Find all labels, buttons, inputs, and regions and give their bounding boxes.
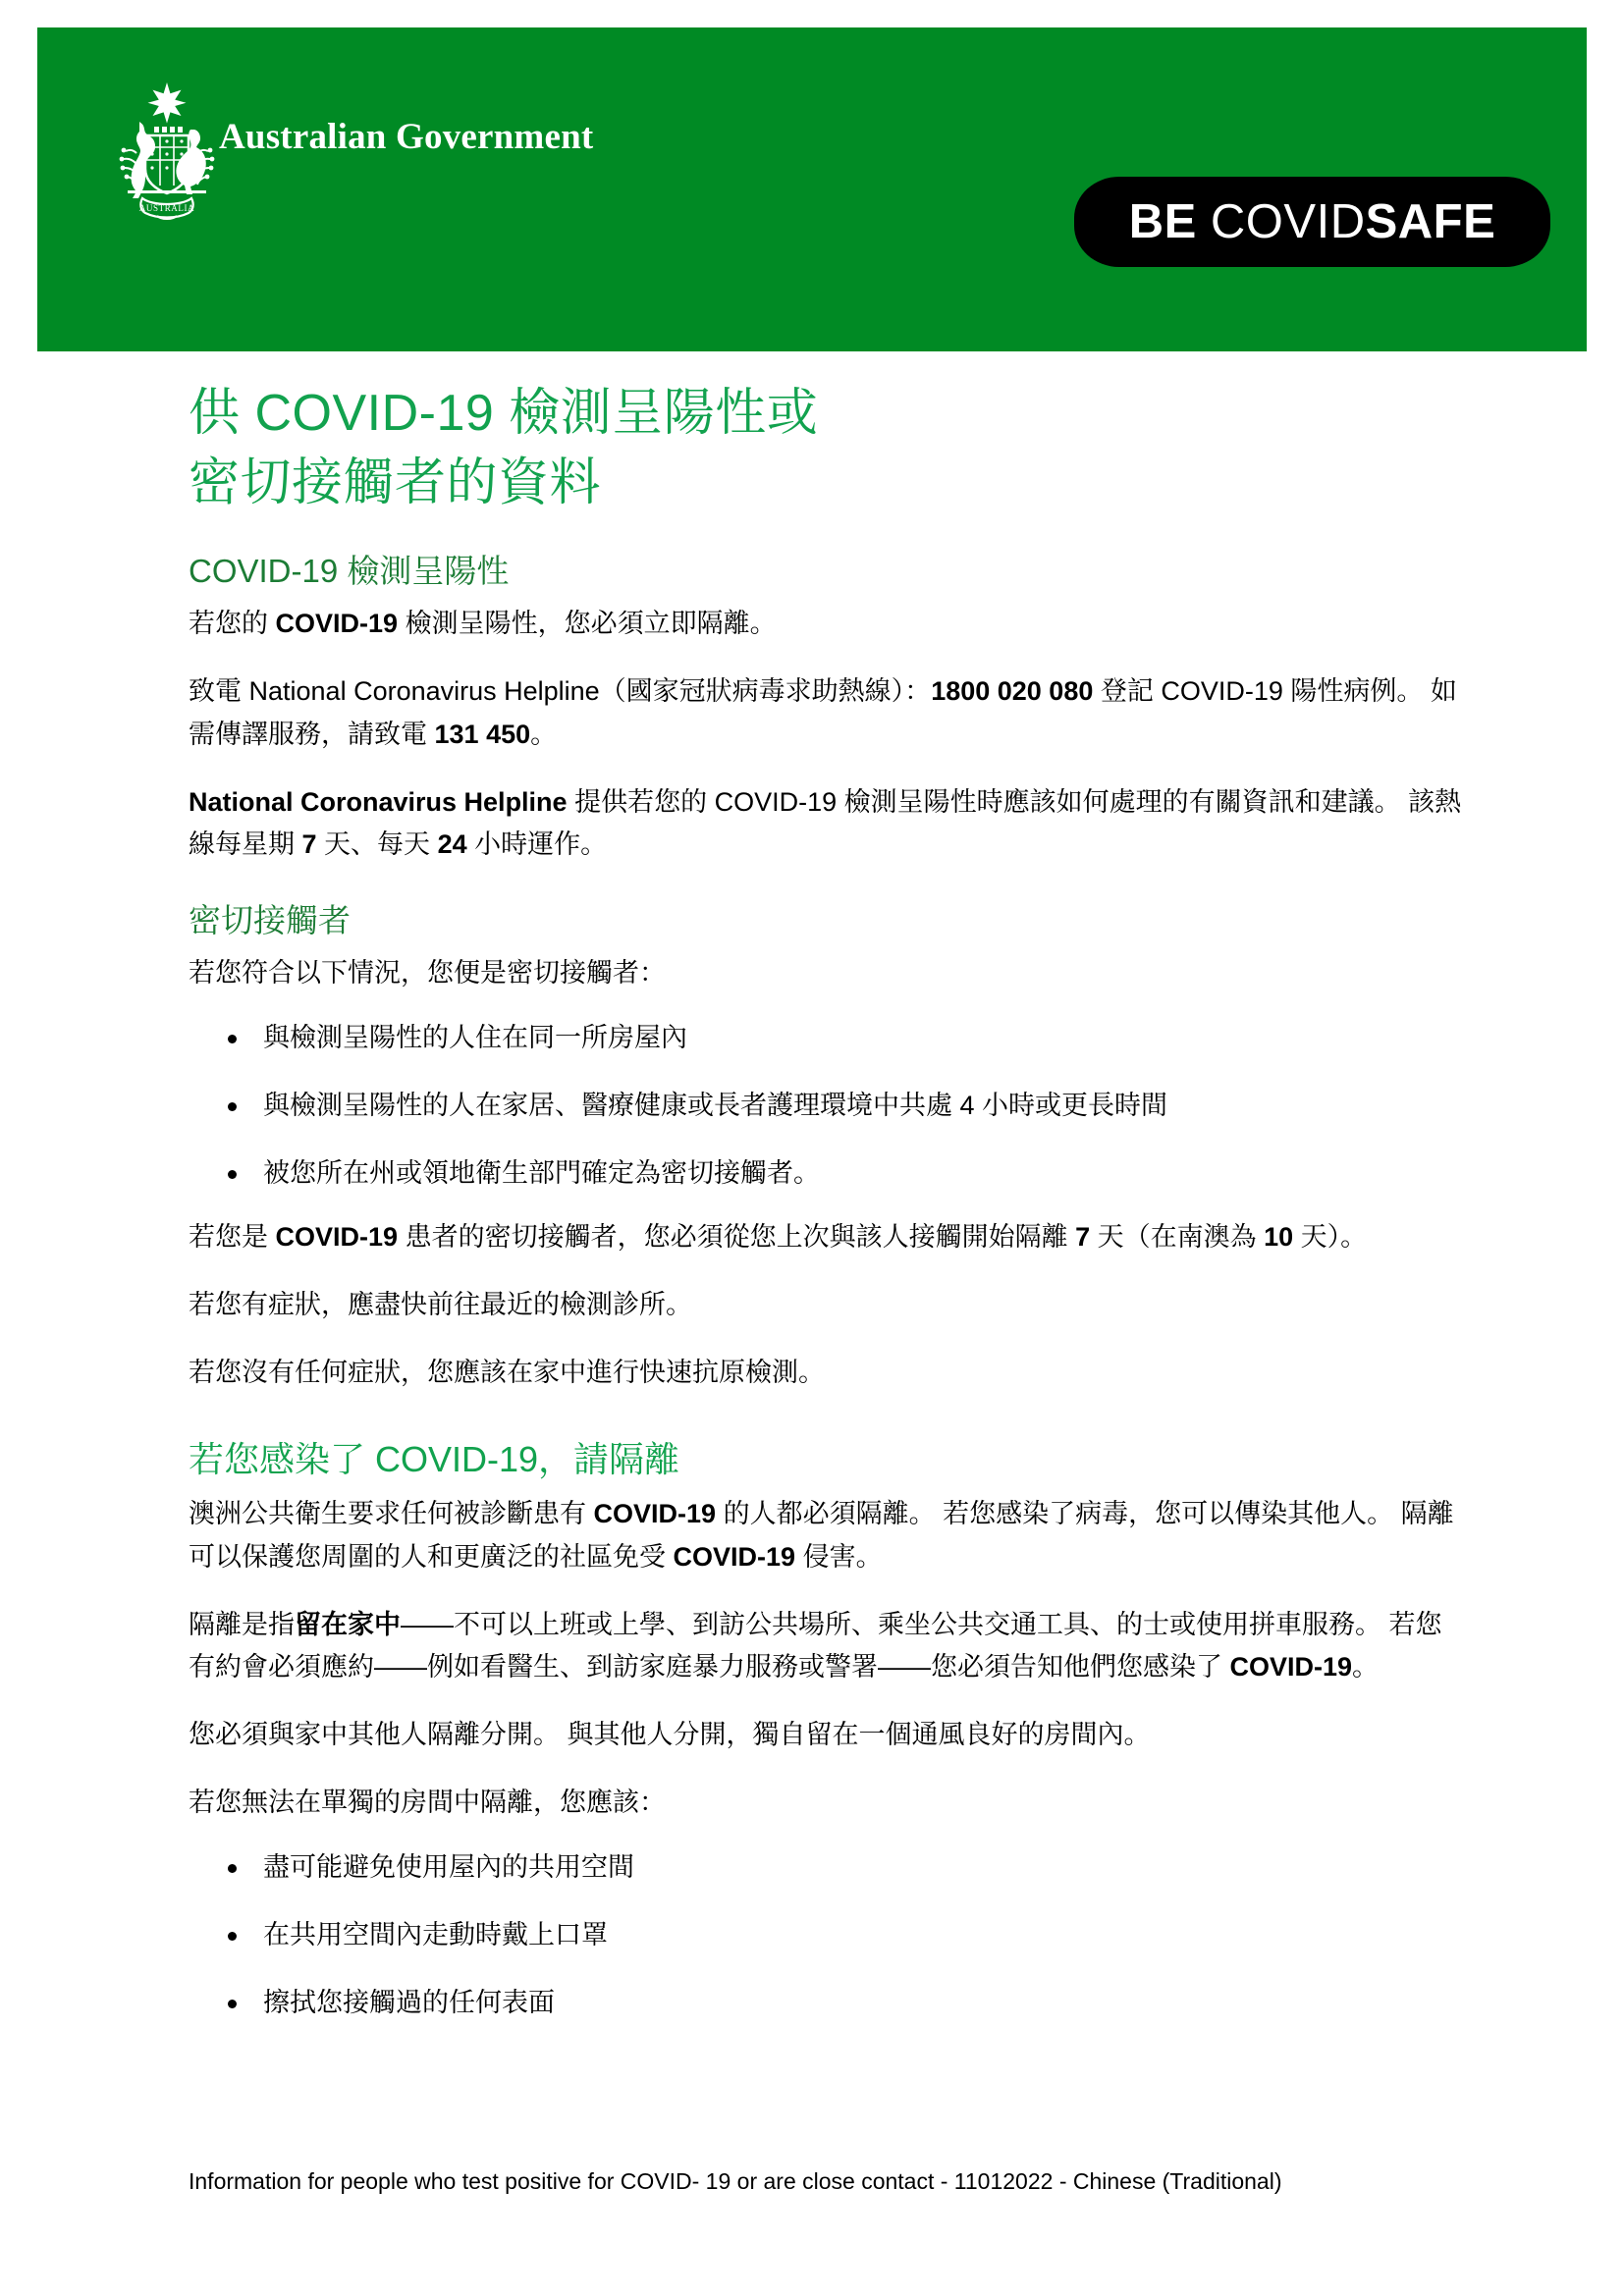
list-item: 被您所在州或領地衛生部門確定為密切接觸者。: [263, 1152, 1465, 1195]
document-footer: Information for people who test positive for COVID- 19 or are close contact - 11012022 - Chinese (Traditional): [189, 2168, 1282, 2194]
list-item: 與檢測呈陽性的人在家居、醫療健康或長者護理環境中共處 4 小時或更長時間: [263, 1085, 1465, 1127]
paragraph-separate-from-household: 您必須與家中其他人隔離分開。 與其他人分開，獨自留在一個通風良好的房間內。: [189, 1720, 1151, 1750]
paragraph-public-health-requires: [189, 1493, 1465, 1578]
svg-text:AUSTRALIA: AUSTRALIA: [138, 203, 195, 213]
text-frag: 提供若您的 COVID-19 檢測呈陽性時應該如何處理的有關資訊和建議。 該熱線每星期: [189, 786, 1462, 860]
australian-coat-of-arms-icon: [98, 75, 236, 222]
text-frag: ——不可以上班或上學、到訪公共場所、乘坐公共交通工具、的士或使用拼車服務。 若您有約會必須應約——例如看醫生、到訪家庭暴力服務或警署——您必須告知他們您感染了: [189, 1609, 1442, 1682]
paragraph-cannot-isolate-intro: 若您無法在單獨的房間中隔離，您應該：: [189, 1787, 666, 1817]
text-bold-24: 24: [437, 829, 467, 860]
page-title: [189, 379, 1465, 517]
text-bold-10days: 10: [1264, 1222, 1294, 1253]
list-item: 盡可能避免使用屋內的共用空間: [263, 1846, 1465, 1889]
list-item: 在共用空間內走動時戴上口罩: [263, 1914, 1465, 1956]
document-content: [189, 379, 1465, 2046]
section-heading-positive-test: COVID-19 檢測呈陽性: [189, 553, 510, 590]
text-frag: 的人都必須隔離。 若您感染了病毒，您可以傳染其他人。 隔離可以保護您周圍的人和更廣泛的社區免受: [189, 1499, 1454, 1572]
paragraph-helpline-number: [189, 670, 1465, 756]
be-covidsafe-label: [1128, 194, 1496, 248]
list-item: 擦拭您接觸過的任何表面: [263, 1982, 1465, 2024]
paragraph-close-contact-intro: 若您符合以下情況，您便是密切接觸者：: [189, 957, 666, 988]
badge-be-text: BE: [1128, 194, 1211, 248]
section-heading-close-contact: 密切接觸者: [189, 902, 351, 938]
be-covidsafe-badge: [1074, 177, 1550, 267]
text-frag: 若您是: [189, 1222, 276, 1253]
paragraph-close-contact-isolation: [189, 1216, 1465, 1259]
text-bold-covid: COVID-19: [275, 609, 399, 639]
text-bold-covid: COVID-19: [275, 1222, 399, 1253]
phone-number-131450: 131 450: [434, 719, 531, 749]
list-item: 與檢測呈陽性的人住在同一所房屋內: [263, 1017, 1465, 1059]
text-frag: 登記 COVID-19 陽性病例。 如需傳譯服務，請致電: [189, 676, 1457, 749]
page-title-line-2: 密切接觸者的資料: [189, 454, 602, 511]
text-frag: 小時運作。: [466, 829, 608, 860]
text-bold-covid: COVID-19: [1229, 1652, 1353, 1682]
badge-safe-text: SAFE: [1365, 194, 1496, 248]
text-frag: 患者的密切接觸者，您必須從您上次與該人接觸開始隔離: [398, 1222, 1076, 1253]
text-bold-7days: 7: [1075, 1222, 1091, 1253]
text-frag: 致電 National Coronavirus Helpline（國家冠狀病毒求助熱線）：: [189, 676, 932, 707]
text-frag: 隔離是指: [189, 1609, 295, 1639]
text-frag: 天、每天: [316, 829, 438, 860]
paragraph-symptoms-testing-clinic: 若您有症狀，應盡快前往最近的檢測診所。: [189, 1289, 692, 1319]
close-contact-criteria-list: [189, 1017, 1465, 1196]
australian-government-wordmark: Australian Government: [219, 117, 594, 157]
page-title-line-1: 供 COVID-19 檢測呈陽性或: [189, 385, 819, 442]
text-bold-covid: COVID-19: [673, 1541, 796, 1572]
paragraph-must-isolate: [189, 603, 1465, 646]
text-frag: 澳洲公共衛生要求任何被診斷患有: [189, 1499, 594, 1529]
text-frag: 若您的: [189, 609, 276, 639]
paragraph-helpline-hours: [189, 781, 1465, 867]
text-frag: 。: [1352, 1652, 1380, 1682]
text-frag: 天（在南澳為: [1090, 1222, 1265, 1253]
text-bold-stay-home: 留在家中: [295, 1609, 401, 1639]
text-frag: 侵害。: [795, 1541, 883, 1572]
badge-covid-text: COVID: [1210, 194, 1366, 248]
shared-space-advice-list: [189, 1846, 1465, 2025]
header-banner: [37, 27, 1587, 351]
text-frag: 。: [530, 719, 558, 749]
paragraph-no-symptoms-rat: 若您沒有任何症狀，您應該在家中進行快速抗原檢測。: [189, 1357, 825, 1387]
text-bold-helpline: National Coronavirus Helpline: [189, 786, 568, 817]
paragraph-isolation-means-stay-home: [189, 1604, 1465, 1689]
phone-number-1800: 1800 020 080: [931, 676, 1094, 707]
text-frag: 天）。: [1293, 1222, 1368, 1253]
text-bold-7: 7: [301, 829, 317, 860]
text-bold-covid: COVID-19: [593, 1499, 717, 1529]
section-heading-isolate-if-infected: 若您感染了 COVID-19，請隔離: [189, 1439, 680, 1480]
text-frag: 檢測呈陽性，您必須立即隔離。: [398, 609, 777, 639]
